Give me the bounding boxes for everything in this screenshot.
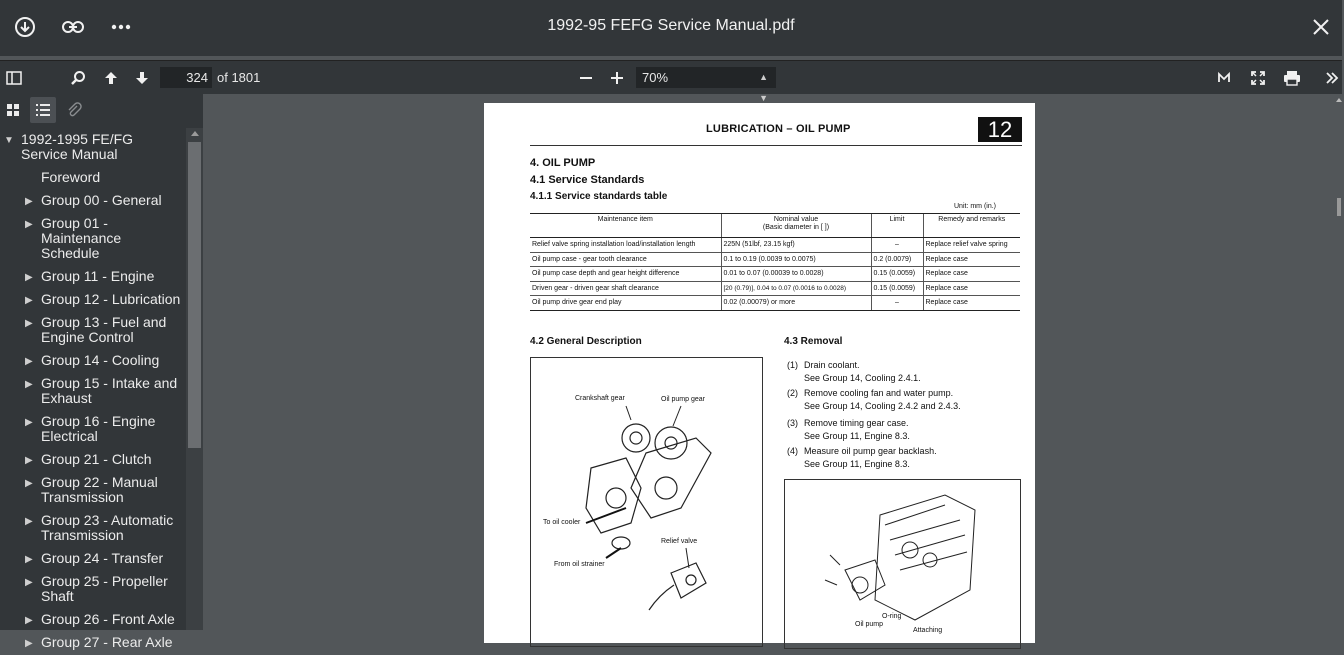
table-cell: Replace relief valve spring: [923, 238, 1020, 253]
table-cell: Relief valve spring installation load/installation length: [530, 238, 721, 253]
table-header-row: [530, 214, 1020, 238]
outline-item[interactable]: ▶ Group 23 - Automatic Transmission: [25, 512, 174, 543]
table-cell: Replace case: [923, 267, 1020, 282]
next-page-icon[interactable]: [130, 66, 154, 90]
outline-icon[interactable]: [30, 97, 56, 123]
outline-item[interactable]: ▶ Group 16 - Engine Electrical: [25, 413, 156, 444]
table-row: [530, 252, 1020, 267]
chevron-right-icon[interactable]: ▶: [25, 196, 33, 207]
title-bar: [0, 0, 1342, 56]
from-oil-strainer-label: From oil strainer: [554, 561, 605, 568]
table-cell: Oil pump drive gear end play: [530, 296, 721, 311]
zoom-in-icon[interactable]: [605, 66, 629, 90]
chevron-right-icon[interactable]: ▶: [25, 638, 33, 649]
chevron-right-icon[interactable]: ▶: [25, 356, 33, 367]
oil-pump-diagram: [530, 357, 763, 647]
table-cell: Oil pump case - gear tooth clearance: [530, 252, 721, 267]
o-ring-label: O-ring: [882, 613, 902, 620]
outline-item[interactable]: ▶ Group 24 - Transfer: [25, 550, 164, 566]
zoom-select[interactable]: [636, 67, 776, 103]
subsection-heading: 4.1 Service Standards: [530, 174, 645, 186]
outline-item[interactable]: ▶ Group 15 - Intake and Exhaust: [25, 375, 178, 406]
document-title: 1992-95 FEFG Service Manual.pdf: [547, 17, 795, 34]
chevron-right-icon[interactable]: ▶: [25, 318, 33, 329]
table-cell: 0.15 (0.0059): [871, 267, 923, 282]
oil-pump-label: Oil pump: [855, 621, 884, 628]
outline-item[interactable]: ▶ Group 14 - Cooling: [25, 352, 160, 368]
chevron-right-icon[interactable]: ▶: [25, 455, 33, 466]
table-cell: Replace case: [923, 281, 1020, 296]
removal-step: (2) Remove cooling fan and water pump. See Group 14, Cooling 2.4.2 and 2.4.3.: [787, 388, 961, 411]
scroll-up-arrow-icon[interactable]: [1336, 98, 1342, 102]
outline-item[interactable]: ▶ Group 01 - Maintenance Schedule: [25, 215, 122, 261]
chevron-right-icon[interactable]: ▶: [25, 417, 33, 428]
chevron-right-icon[interactable]: ▶: [25, 615, 33, 626]
outline-item[interactable]: Foreword: [41, 169, 101, 185]
removal-steps: [787, 359, 961, 473]
page-number-input[interactable]: [160, 67, 212, 88]
table-row: [530, 296, 1020, 311]
more-tools-icon[interactable]: [1320, 66, 1344, 90]
page-header: LUBRICATION – OIL PUMP: [706, 123, 851, 135]
zoom-out-icon[interactable]: [574, 66, 598, 90]
document-outline: [0, 128, 186, 650]
service-standards-table: [530, 213, 1020, 311]
oil-pump-gear-label: Oil pump gear: [661, 396, 705, 403]
scroll-up-arrow-icon[interactable]: [191, 131, 199, 136]
table-cell: 0.1 to 0.19 (0.0039 to 0.0075): [721, 252, 871, 267]
chevron-right-icon[interactable]: ▶: [25, 554, 33, 565]
chevron-down-icon[interactable]: ▼: [4, 135, 14, 146]
fullscreen-icon[interactable]: [1246, 66, 1270, 90]
attachments-icon[interactable]: [61, 97, 87, 123]
table-cell: Oil pump case depth and gear height difference: [530, 267, 721, 282]
outline-item[interactable]: ▶ Group 21 - Clutch: [25, 451, 152, 467]
close-icon[interactable]: [1308, 14, 1334, 40]
header-rule: [530, 145, 1022, 146]
prev-page-icon[interactable]: [99, 66, 123, 90]
subsubsection-heading: 4.1.1 Service standards table: [530, 191, 668, 202]
group-number-badge: 12: [978, 117, 1022, 142]
presentation-icon[interactable]: [1212, 66, 1236, 90]
relief-valve-label: Relief valve: [661, 538, 698, 545]
sidebar-tabs: [0, 94, 203, 126]
table-cell: –: [871, 296, 923, 311]
removal-step: (4) Measure oil pump gear backlash. See Group 11, Engine 8.3.: [787, 446, 937, 469]
outline-item[interactable]: ▶ Group 25 - Propeller Shaft: [25, 573, 168, 604]
chevron-right-icon[interactable]: ▶: [25, 272, 33, 283]
col-header: Limit: [871, 214, 923, 238]
outline-item[interactable]: ▶ Group 00 - General: [25, 192, 162, 208]
table-cell: –: [871, 238, 923, 253]
search-icon[interactable]: [66, 66, 90, 90]
table-cell: Replace case: [923, 296, 1020, 311]
table-cell: 0.01 to 0.07 (0.00039 to 0.0028): [721, 267, 871, 282]
table-row: [530, 281, 1020, 296]
chevron-right-icon[interactable]: ▶: [25, 379, 33, 390]
outline-item[interactable]: ▶ Group 12 - Lubrication: [25, 291, 181, 307]
outline-item[interactable]: ▶ Group 27 - Rear Axle: [25, 634, 173, 650]
sidebar-scrollbar[interactable]: [186, 128, 203, 630]
outline-item[interactable]: ▶ Group 13 - Fuel and Engine Control: [25, 314, 167, 345]
document-scrollbar[interactable]: [1336, 94, 1342, 630]
table-row: [530, 267, 1020, 282]
zoom-value: 70%: [642, 70, 669, 85]
table-cell: 0.2 (0.0079): [871, 252, 923, 267]
sidebar-toggle-icon[interactable]: [2, 66, 26, 90]
table-cell: [20 (0.79)], 0.04 to 0.07 (0.0016 to 0.0028): [721, 281, 871, 296]
engine-block-drawing: [785, 480, 1022, 650]
outline-item-root[interactable]: ▼ 1992-1995 FE/FG Service Manual: [4, 131, 134, 162]
general-description-heading: 4.2 General Description: [530, 336, 642, 347]
removal-step: (3) Remove timing gear case. See Group 11, Engine 8.3.: [787, 418, 910, 441]
table-cell: 225N (51lbf, 23.15 kgf): [721, 238, 871, 253]
chevron-right-icon[interactable]: ▶: [25, 577, 33, 588]
col-header: Nominal value (Basic diameter in [ ]): [721, 214, 871, 238]
col-header: Maintenance item: [530, 214, 721, 238]
table-cell: 0.15 (0.0059): [871, 281, 923, 296]
oil-pump-removal-diagram: [784, 479, 1021, 649]
attaching-label: Attaching: [913, 627, 943, 634]
outline-item[interactable]: ▶ Group 26 - Front Axle: [25, 611, 175, 627]
table-cell: 0.02 (0.00079) or more: [721, 296, 871, 311]
to-oil-cooler-label: To oil cooler: [543, 519, 581, 526]
removal-heading: 4.3 Removal: [784, 336, 843, 347]
chevron-right-icon[interactable]: ▶: [25, 478, 33, 489]
oil-pump-drawing: [531, 358, 764, 648]
removal-step: (1) Drain coolant. See Group 14, Cooling 2.4.1.: [787, 360, 921, 383]
chevron-right-icon[interactable]: ▶: [25, 219, 33, 230]
unit-note: Unit: mm (in.): [954, 203, 996, 210]
pdf-page: [484, 103, 1035, 643]
sidebar: [0, 94, 203, 650]
pdf-toolbar: [0, 60, 1342, 103]
chevron-right-icon[interactable]: ▶: [25, 516, 33, 527]
scrollbar-thumb[interactable]: [1337, 198, 1341, 216]
table-cell: Driven gear - driven gear shaft clearance: [530, 281, 721, 296]
col-header: Remedy and remarks: [923, 214, 1020, 238]
table-cell: Replace case: [923, 252, 1020, 267]
page-total: of 1801: [217, 70, 261, 85]
outline-item[interactable]: ▶ Group 22 - Manual Transmission: [25, 474, 158, 505]
section-heading: 4. OIL PUMP: [530, 157, 596, 169]
print-icon[interactable]: [1280, 66, 1304, 90]
thumbnails-icon[interactable]: [0, 97, 26, 123]
crankshaft-gear-label: Crankshaft gear: [575, 395, 625, 402]
table-row: [530, 238, 1020, 253]
chevron-right-icon[interactable]: ▶: [25, 295, 33, 306]
scrollbar-thumb[interactable]: [188, 142, 201, 448]
outline-item[interactable]: ▶ Group 11 - Engine: [25, 268, 155, 284]
select-caret-icon: ▲ ▼: [759, 72, 768, 103]
